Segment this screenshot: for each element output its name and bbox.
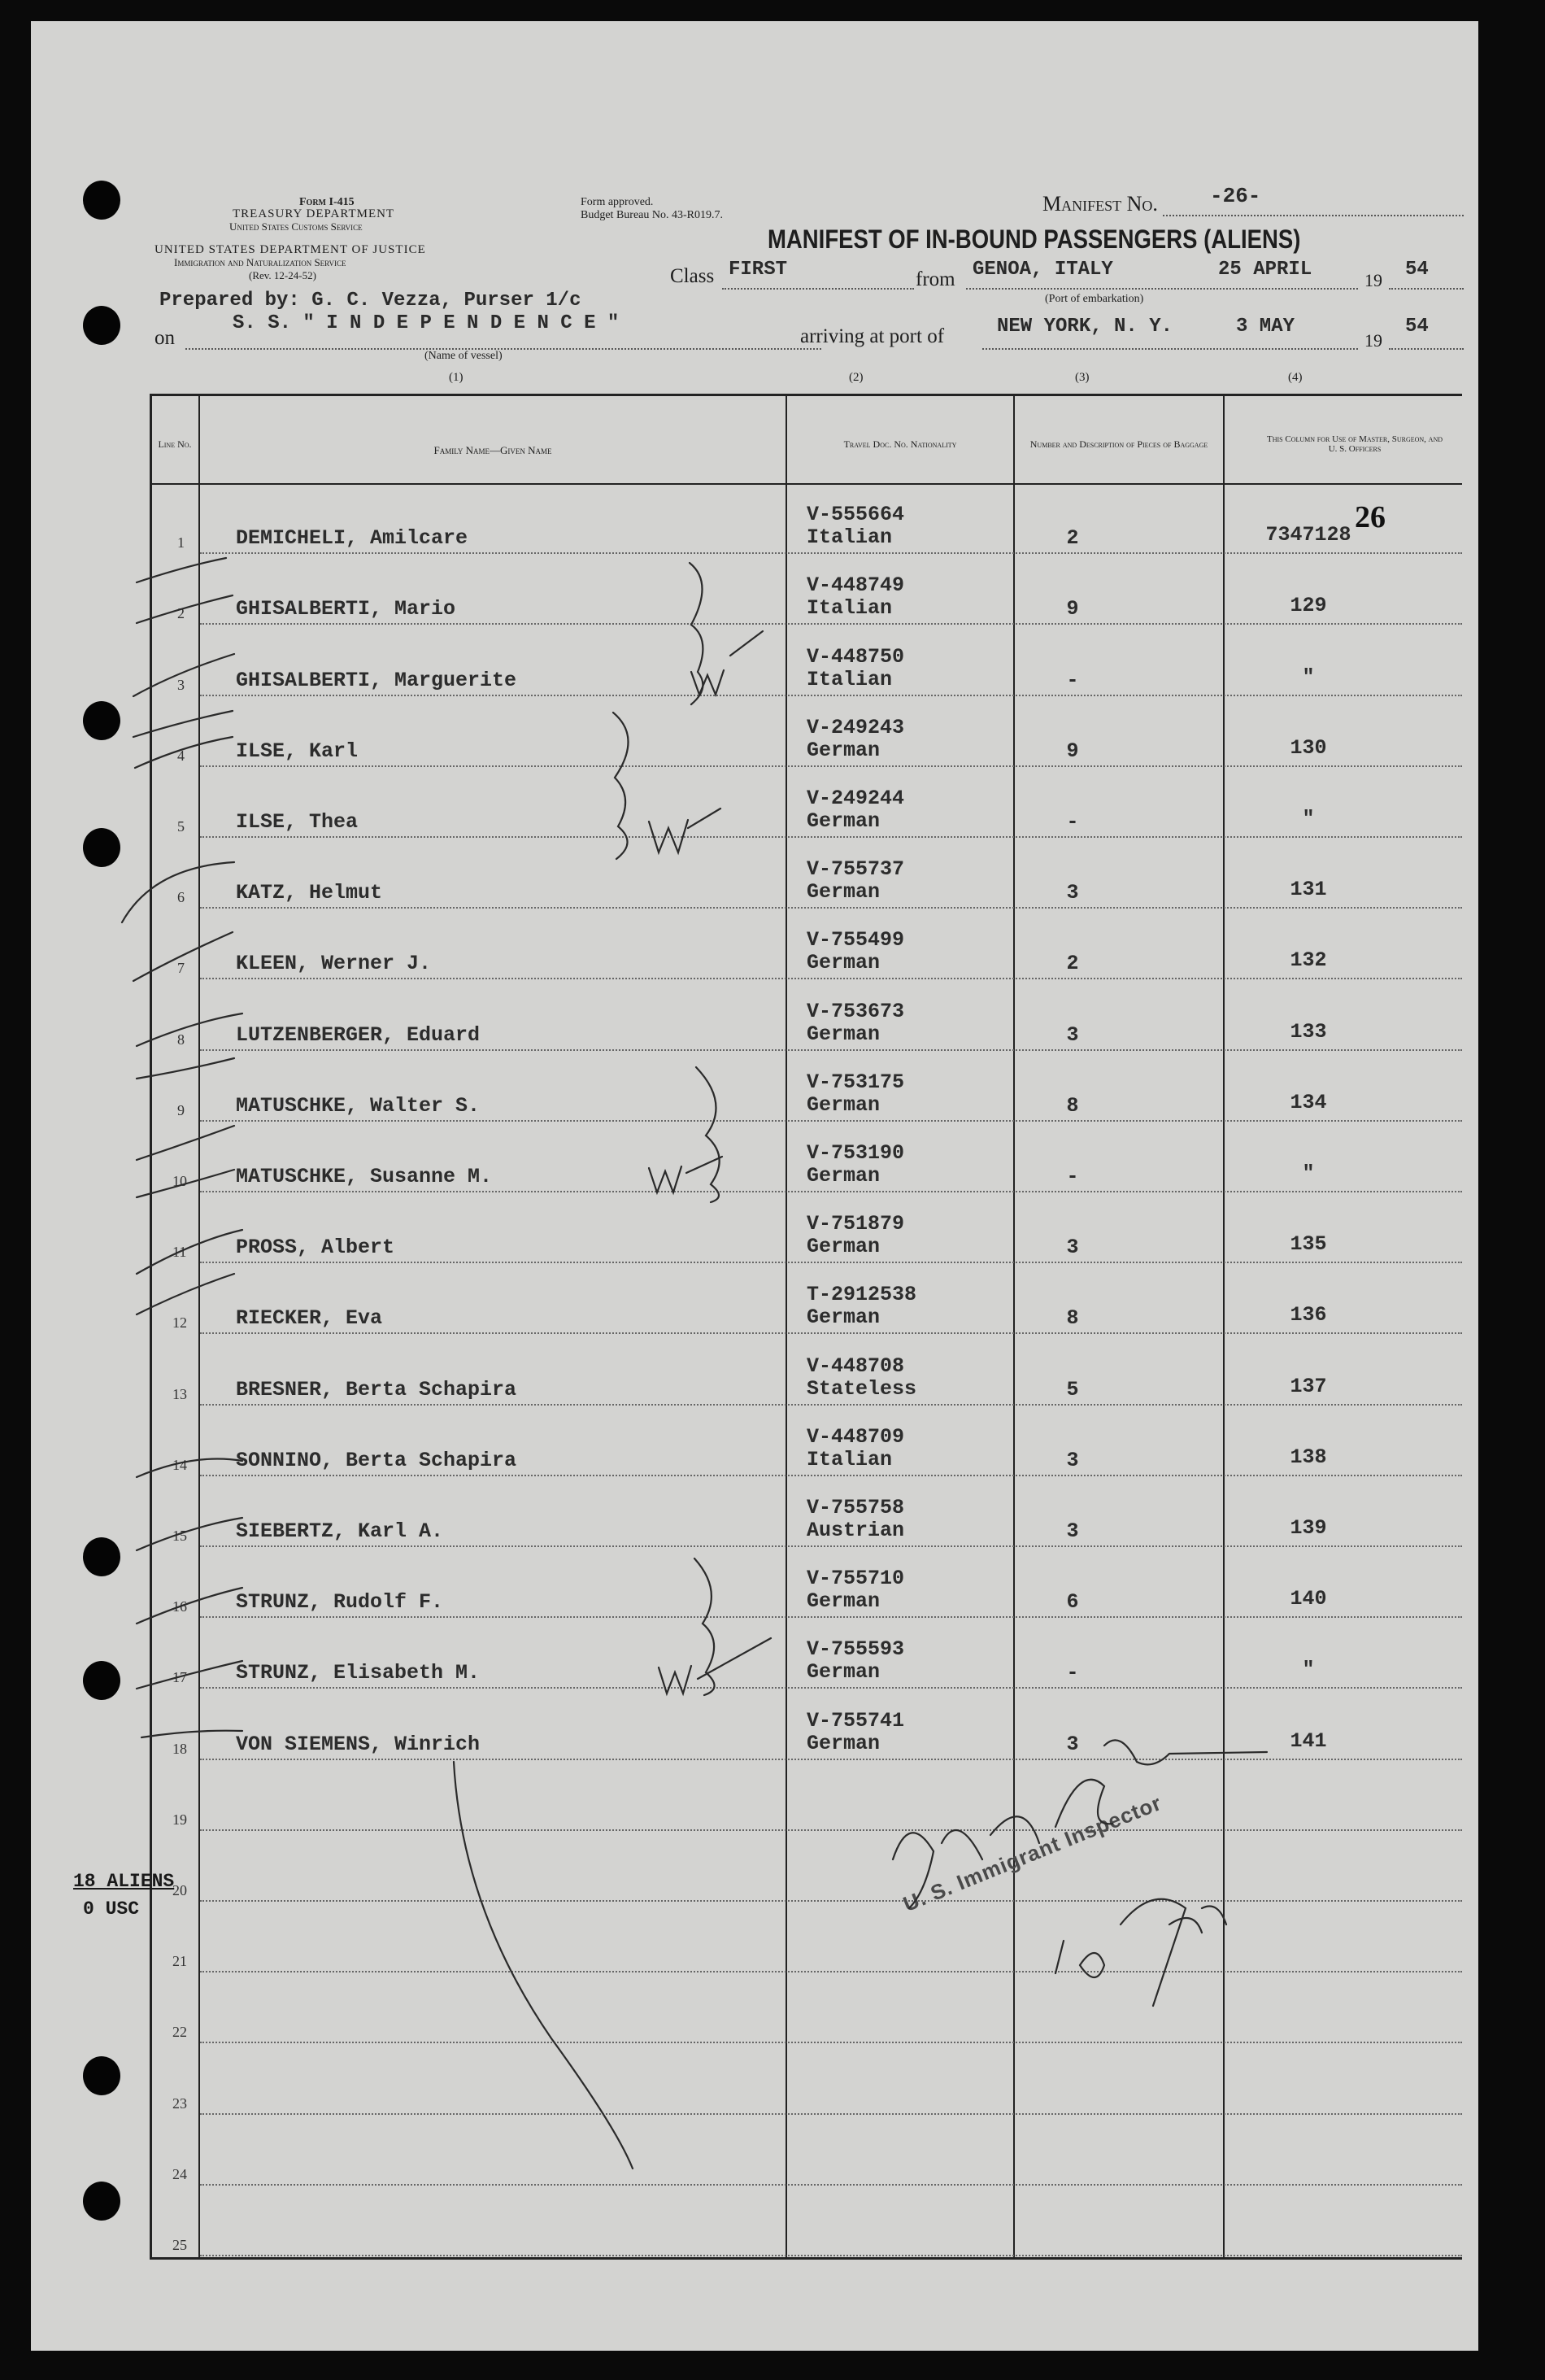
travel-doc-number: V-755758 — [807, 1495, 905, 1519]
line-number: 10 — [172, 1172, 187, 1189]
vessel-name: S. S. " I N D E P E N D E N C E " — [233, 312, 620, 334]
travel-doc-number: V-448749 — [807, 573, 905, 598]
baggage-count: 3 — [1066, 1732, 1079, 1756]
header-doc: Travel Doc. No. Nationality — [843, 438, 957, 450]
line-number: 15 — [172, 1527, 187, 1544]
embarkation-port: GENOA, ITALY — [973, 259, 1113, 281]
line-number: 17 — [172, 1669, 187, 1686]
officer-column-value: 141 — [1290, 1728, 1327, 1753]
form-approved: Form approved. — [581, 196, 654, 208]
officer-column-value: 129 — [1290, 594, 1327, 618]
aliens-count: 18 ALIENS — [73, 1871, 175, 1892]
line-number: 23 — [172, 2094, 187, 2112]
handwriting-overlay — [31, 21, 1478, 2351]
baggage-count: 9 — [1066, 739, 1079, 763]
col-num-2: (2) — [849, 371, 864, 384]
page-marker: 26 — [1355, 500, 1386, 534]
passenger-name: BRESNER, Berta Schapira — [236, 1377, 517, 1401]
arriving-label: arriving at port of — [800, 325, 945, 347]
nationality: German — [807, 1022, 881, 1046]
handwritten-initials — [1055, 1899, 1226, 2006]
travel-doc-number: V-448750 — [807, 644, 905, 669]
baggage-count: 6 — [1066, 1590, 1079, 1615]
year-prefix: 19 — [1364, 270, 1382, 290]
vessel-caption: (Name of vessel) — [424, 350, 503, 362]
travel-doc-number: V-753175 — [807, 1070, 905, 1094]
witness-mark-2 — [649, 809, 720, 852]
travel-doc-number: V-448708 — [807, 1353, 905, 1378]
prepared-by: Prepared by: G. C. Vezza, Purser 1/c — [159, 290, 581, 312]
treasury-dept: TREASURY DEPARTMENT — [233, 207, 395, 220]
on-label: on — [154, 327, 175, 349]
line-number: 21 — [172, 1953, 187, 1970]
line-number: 9 — [177, 1101, 185, 1118]
officer-column-value: 140 — [1290, 1587, 1327, 1611]
line-number: 22 — [172, 2024, 187, 2041]
travel-doc-number: V-753190 — [807, 1140, 905, 1165]
officer-column-value: 130 — [1290, 735, 1327, 760]
line-number: 6 — [177, 889, 185, 906]
check-marks — [122, 558, 242, 1737]
officer-column-value: 139 — [1290, 1515, 1327, 1540]
nationality: Austrian — [807, 1518, 905, 1542]
class-label: Class — [670, 265, 715, 287]
passenger-name: LUTZENBERGER, Eduard — [236, 1022, 481, 1047]
nationality: German — [807, 951, 881, 975]
travel-doc-number: V-249244 — [807, 786, 905, 810]
baggage-count: 3 — [1066, 1448, 1079, 1472]
passenger-name: GHISALBERTI, Marguerite — [236, 668, 517, 692]
officer-column-value: " — [1302, 806, 1315, 830]
baggage-count: 3 — [1066, 1236, 1079, 1260]
header-name: Family Name—Given Name — [433, 444, 552, 456]
nationality: Italian — [807, 667, 893, 691]
brace-4-5 — [613, 713, 629, 859]
budget-bureau: Budget Bureau No. 43-R019.7. — [581, 209, 723, 221]
line-number: 19 — [172, 1811, 187, 1828]
travel-doc-number: V-753673 — [807, 999, 905, 1023]
brace-9-10 — [696, 1067, 720, 1202]
inspector-signature — [893, 1740, 1267, 1908]
line-number: 2 — [177, 605, 185, 622]
baggage-count: 8 — [1066, 1306, 1079, 1331]
nationality: German — [807, 1660, 881, 1685]
nationality: German — [807, 880, 881, 904]
passenger-name: MATUSCHKE, Walter S. — [236, 1093, 481, 1118]
officer-column-value: 135 — [1290, 1232, 1327, 1257]
nationality: German — [807, 1163, 881, 1188]
nationality: Stateless — [807, 1376, 917, 1401]
nationality: German — [807, 1235, 881, 1259]
nationality: German — [807, 1589, 881, 1614]
travel-doc-number: V-249243 — [807, 715, 905, 739]
nationality: Italian — [807, 1447, 893, 1471]
line-number: 11 — [172, 1244, 187, 1261]
passenger-name: SIEBERTZ, Karl A. — [236, 1519, 444, 1543]
baggage-count: - — [1066, 1164, 1079, 1188]
header-officers: This Column for Use of Master, Surgeon, and U. S. Officers — [1267, 434, 1443, 454]
embarkation-date: 25 APRIL — [1218, 259, 1312, 281]
passenger-name: PROSS, Albert — [236, 1236, 395, 1260]
nationality: Italian — [807, 525, 893, 550]
officer-column-value: " — [1302, 665, 1315, 689]
officer-column-value: 7347128 — [1265, 523, 1351, 547]
line-number: 18 — [172, 1740, 187, 1757]
class-value: FIRST — [729, 259, 788, 281]
arrival-port: NEW YORK, N. Y. — [997, 316, 1173, 338]
baggage-count: 9 — [1066, 597, 1079, 621]
line-number: 24 — [172, 2165, 187, 2182]
baggage-count: - — [1066, 668, 1079, 692]
travel-doc-number: V-448709 — [807, 1424, 905, 1449]
rev-date: (Rev. 12-24-52) — [249, 269, 316, 281]
travel-doc-number: V-751879 — [807, 1212, 905, 1236]
line-number: 7 — [177, 960, 185, 977]
header-baggage: Number and Description of Pieces of Baggage — [1029, 438, 1208, 450]
line-number: 12 — [172, 1314, 187, 1332]
passenger-name: STRUNZ, Elisabeth M. — [236, 1661, 481, 1685]
baggage-count: 3 — [1066, 1519, 1079, 1543]
nationality: German — [807, 1306, 881, 1330]
passenger-name: STRUNZ, Rudolf F. — [236, 1590, 444, 1615]
passenger-name: GHISALBERTI, Mario — [236, 597, 456, 621]
baggage-count: 8 — [1066, 1093, 1079, 1118]
page-title: MANIFEST OF IN-BOUND PASSENGERS (ALIENS) — [768, 224, 1301, 254]
nationality: German — [807, 738, 881, 762]
arrival-year: 54 — [1405, 316, 1429, 338]
travel-doc-number: V-555664 — [807, 503, 905, 527]
passenger-name: KLEEN, Werner J. — [236, 952, 432, 976]
ins-service: Immigration and Naturalization Service — [174, 256, 346, 268]
witness-mark-3 — [649, 1157, 722, 1192]
year-prefix-2: 19 — [1364, 330, 1382, 351]
passenger-name: VON SIEMENS, Winrich — [236, 1732, 481, 1756]
officer-column-value: 138 — [1290, 1445, 1327, 1469]
baggage-count: 2 — [1066, 526, 1079, 551]
col-num-1: (1) — [449, 371, 464, 384]
passenger-name: RIECKER, Eva — [236, 1306, 383, 1331]
baggage-count: 5 — [1066, 1377, 1079, 1401]
travel-doc-number: V-755710 — [807, 1567, 905, 1591]
header-line-no: Line No. — [158, 438, 192, 450]
line-number: 13 — [172, 1385, 187, 1402]
line-number: 25 — [172, 2236, 187, 2253]
descending-stroke — [454, 1762, 633, 2169]
passenger-name: KATZ, Helmut — [236, 881, 383, 905]
baggage-count: 2 — [1066, 952, 1079, 976]
col-num-4: (4) — [1288, 371, 1303, 384]
customs-service: United States Customs Service — [229, 220, 363, 233]
passenger-name: ILSE, Karl — [236, 739, 359, 763]
officer-column-value: 137 — [1290, 1374, 1327, 1398]
inspector-stamp: U. S. Immigrant Inspector — [899, 1789, 1165, 1917]
line-number: 8 — [177, 1031, 185, 1048]
nationality: German — [807, 1731, 881, 1755]
embarkation-year: 54 — [1405, 259, 1429, 281]
officer-column-value: " — [1302, 1658, 1315, 1682]
line-number: 16 — [172, 1598, 187, 1615]
manifest-number: -26- — [1210, 184, 1261, 208]
baggage-count: - — [1066, 1661, 1079, 1685]
baggage-count: 3 — [1066, 881, 1079, 905]
line-number: 1 — [177, 534, 185, 551]
arrival-date: 3 MAY — [1236, 316, 1295, 338]
form-number: Form I-415 — [299, 196, 355, 208]
brace-2-3 — [690, 563, 703, 704]
usc-count: 0 USC — [83, 1898, 140, 1920]
justice-dept: UNITED STATES DEPARTMENT OF JUSTICE — [154, 243, 426, 256]
travel-doc-number: V-755499 — [807, 928, 905, 952]
col-num-3: (3) — [1075, 371, 1090, 384]
manifest-sheet — [31, 21, 1478, 2351]
passenger-name: ILSE, Thea — [236, 809, 359, 834]
line-number: 5 — [177, 817, 185, 835]
passenger-name: DEMICHELI, Amilcare — [236, 526, 468, 551]
officer-column-value: 134 — [1290, 1090, 1327, 1114]
line-number: 4 — [177, 747, 185, 764]
officer-column-value: 132 — [1290, 948, 1327, 973]
nationality: German — [807, 1092, 881, 1117]
port-embarkation-caption: (Port of embarkation) — [1045, 293, 1144, 305]
passenger-name: MATUSCHKE, Susanne M. — [236, 1164, 493, 1188]
nationality: Italian — [807, 596, 893, 621]
travel-doc-number: V-755737 — [807, 857, 905, 882]
passenger-name: SONNINO, Berta Schapira — [236, 1448, 517, 1472]
manifest-label: Manifest No. — [1042, 192, 1158, 216]
line-number: 20 — [172, 1881, 187, 1898]
baggage-count: - — [1066, 809, 1079, 834]
line-number: 3 — [177, 676, 185, 693]
travel-doc-number: T-2912538 — [807, 1283, 917, 1307]
line-number: 14 — [172, 1456, 187, 1473]
travel-doc-number: V-755741 — [807, 1708, 905, 1733]
baggage-count: 3 — [1066, 1022, 1079, 1047]
officer-column-value: 131 — [1290, 878, 1327, 902]
travel-doc-number: V-755593 — [807, 1637, 905, 1662]
nationality: German — [807, 809, 881, 833]
officer-column-value: 136 — [1290, 1303, 1327, 1327]
officer-column-value: " — [1302, 1161, 1315, 1185]
from-label: from — [916, 268, 955, 290]
officer-column-value: 133 — [1290, 1019, 1327, 1044]
